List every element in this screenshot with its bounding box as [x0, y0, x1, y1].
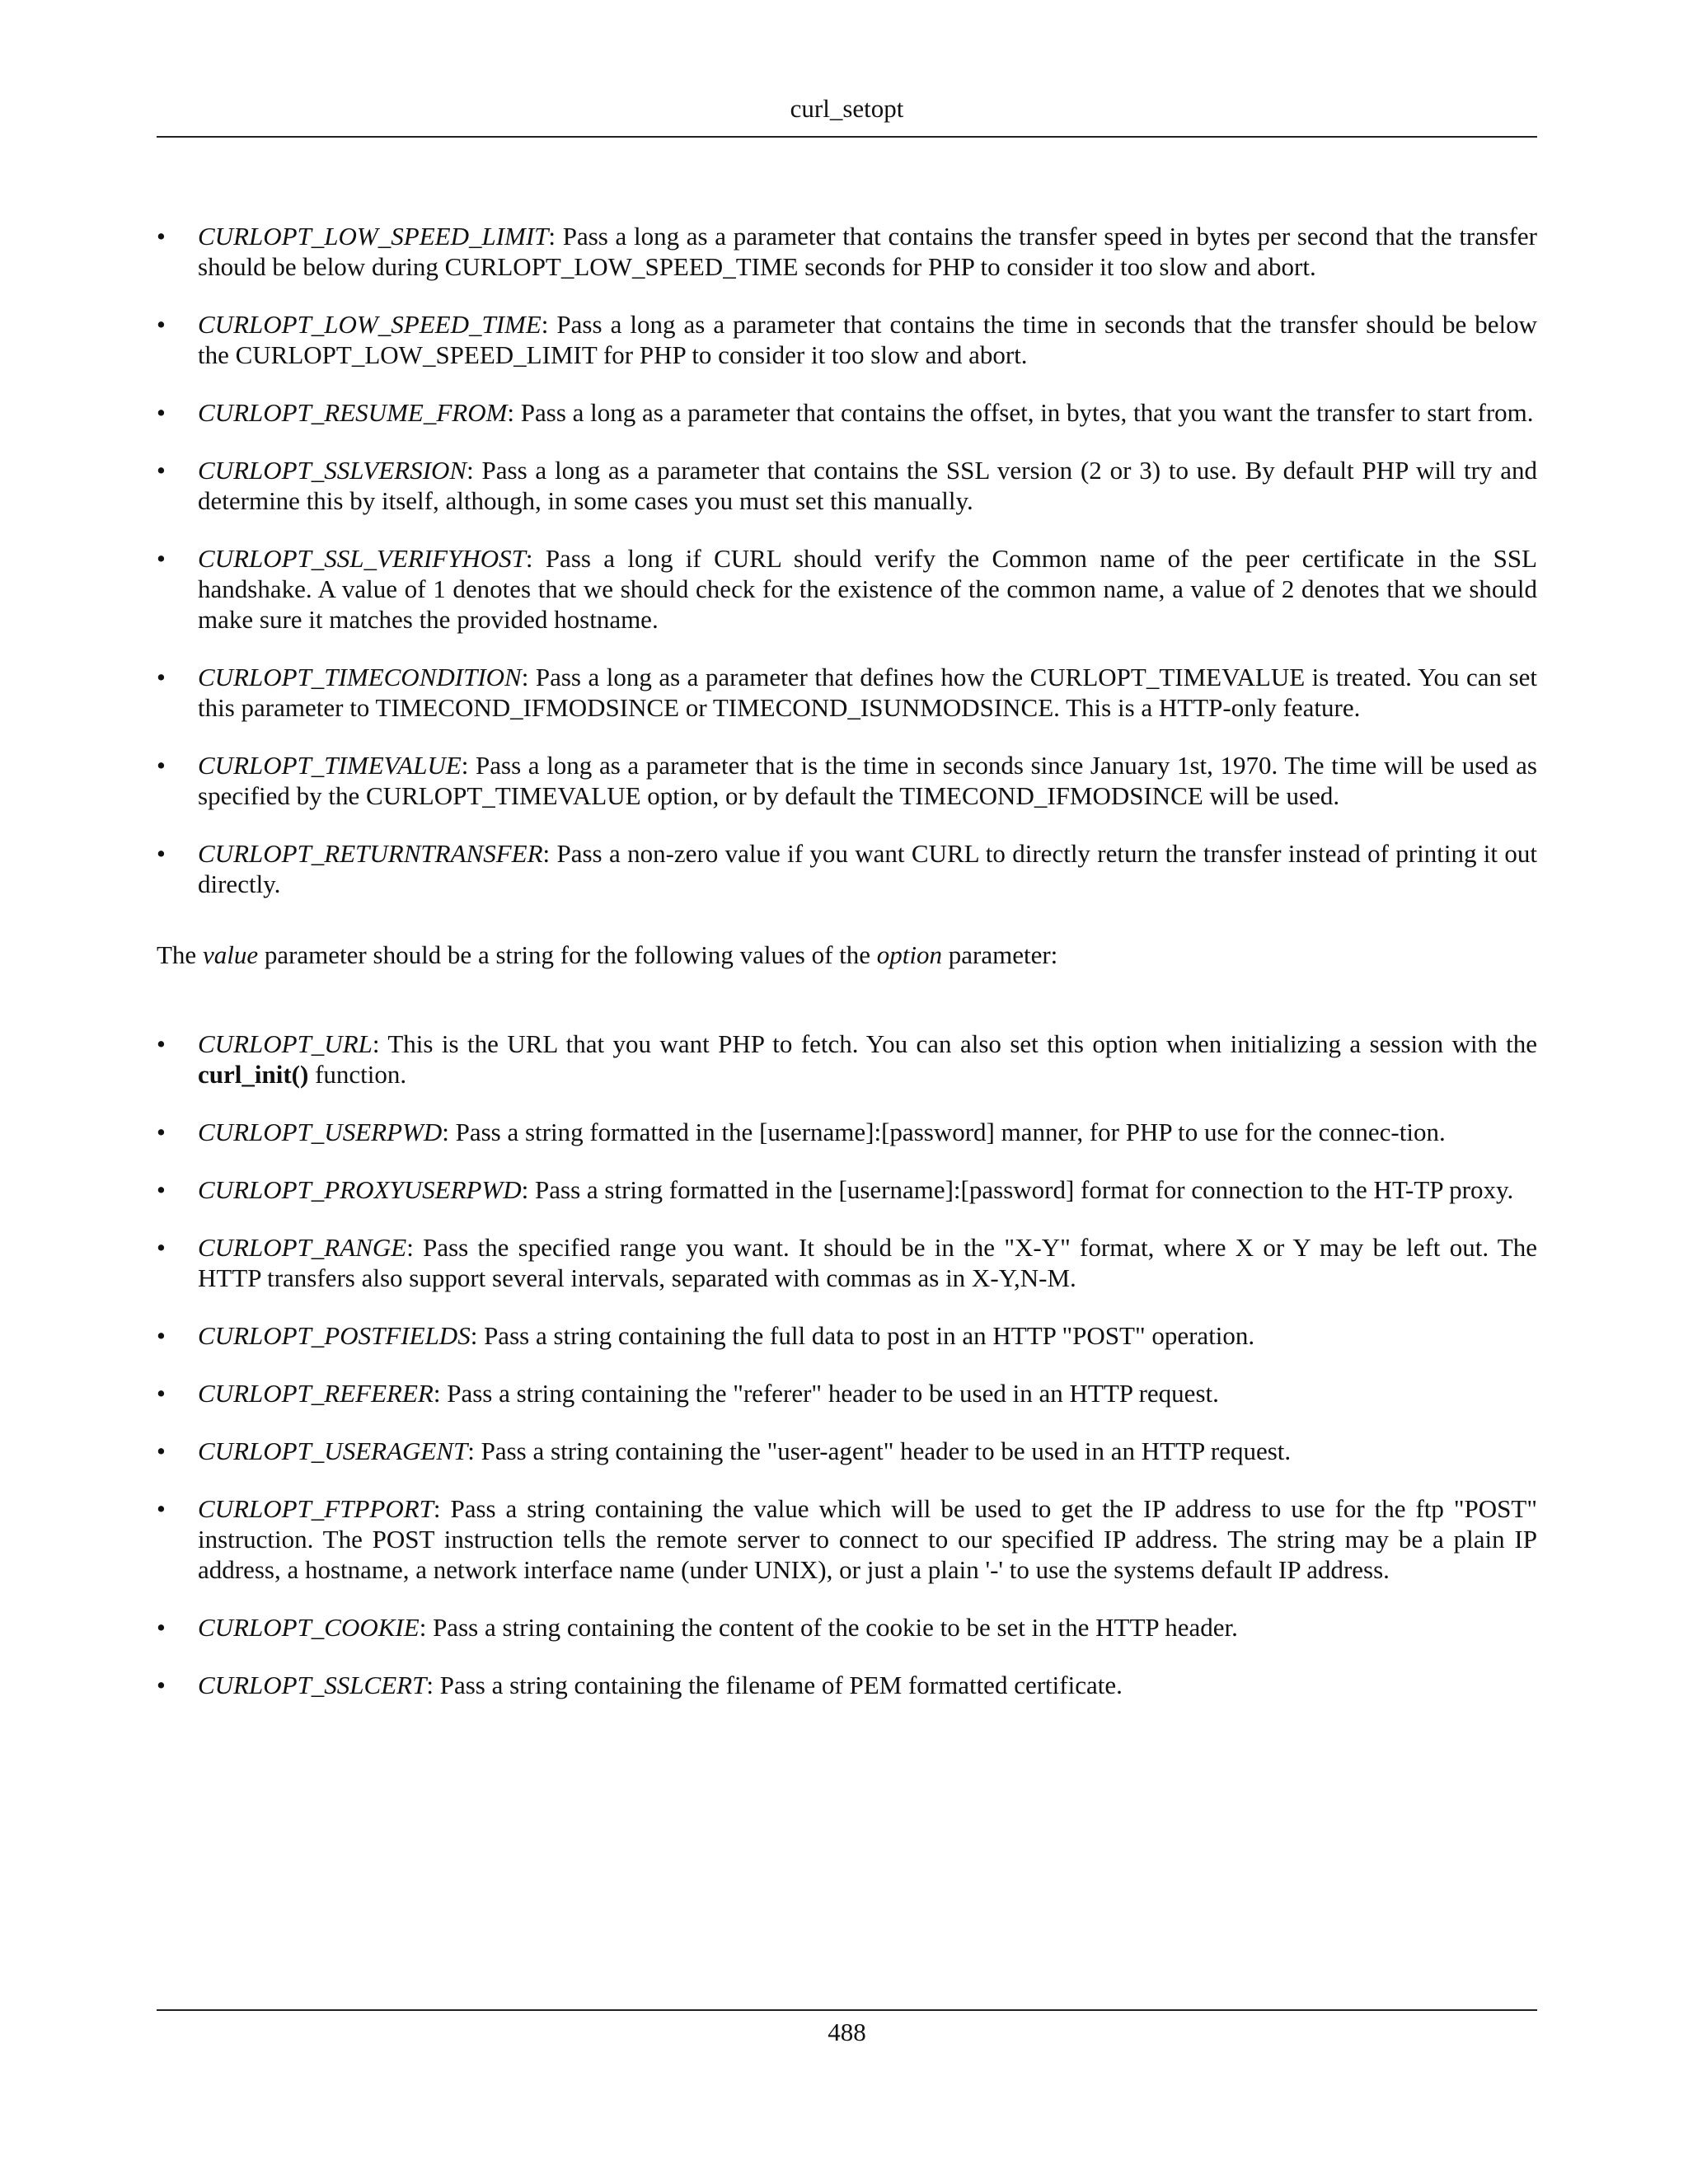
option-description: : Pass a string formatted in the [username]:[password] format for connection to the HT-TP proxy. [521, 1175, 1514, 1204]
option-name: CURLOPT_USERAGENT [198, 1436, 468, 1465]
list-item [157, 397, 1537, 428]
list-item [157, 1174, 1537, 1205]
option-description: : Pass the specified range you want. It should be in the "X-Y" format, where X or Y may be left out. The HTTP transfers also support several intervals, separated with commas as in X-Y,N-M. [198, 1233, 1537, 1292]
bullet: • [157, 398, 166, 427]
option-description: : Pass a long as a parameter that contains the time in seconds that the transfer should be below the CURLOPT_LOW_SPEED_LIMIT for PHP to consider it too slow and abort. [198, 310, 1537, 369]
list-item [157, 221, 1537, 282]
option-description: : Pass a long as a parameter that contains the SSL version (2 or 3) to use. By default PHP will try and determine this by itself, although, in some cases you must set this manually. [198, 456, 1537, 515]
bullet: • [157, 1379, 166, 1408]
bullet: • [157, 1494, 166, 1523]
long-option-list [157, 221, 1537, 899]
list-item [157, 1232, 1537, 1293]
option-name: CURLOPT_LOW_SPEED_LIMIT [198, 222, 549, 251]
option-description: : Pass a string containing the content of the cookie to be set in the HTTP header. [419, 1613, 1238, 1642]
option-name: CURLOPT_TIMEVALUE [198, 751, 462, 780]
list-item [157, 662, 1537, 723]
option-name: CURLOPT_LOW_SPEED_TIME [198, 310, 542, 339]
option-name: CURLOPT_RANGE [198, 1233, 407, 1262]
list-item [157, 455, 1537, 516]
paragraph-text: parameter should be a string for the following values of the [258, 940, 877, 969]
bullet: • [157, 663, 166, 691]
paragraph-text: parameter: [942, 940, 1058, 969]
option-description: : Pass a string formatted in the [username]:[password] manner, for PHP to use for the connec-tion. [442, 1118, 1446, 1146]
option-name: CURLOPT_REFERER [198, 1379, 434, 1408]
bullet: • [157, 222, 166, 251]
bullet: • [157, 1029, 166, 1058]
option-description: : Pass a long if CURL should verify the Common name of the peer certificate in the SSL handshake. A value of 1 denotes that we should check for the existence of the common name, a value of 2 denotes that we should make sure it matches the provided hostname. [198, 544, 1537, 634]
option-description: : Pass a non-zero value if you want CURL to directly return the transfer instead of printing it out directly. [198, 839, 1537, 898]
bullet: • [157, 1118, 166, 1146]
list-item [157, 543, 1537, 635]
option-name: CURLOPT_FTPPORT [198, 1494, 434, 1523]
option-name: CURLOPT_URL [198, 1029, 373, 1058]
bullet: • [157, 310, 166, 339]
paragraph-text: The [157, 940, 203, 969]
option-name: CURLOPT_POSTFIELDS [198, 1321, 471, 1350]
option-description: : Pass a string containing the filename of PEM formatted certificate. [426, 1671, 1123, 1699]
option-name: CURLOPT_TIMECONDITION [198, 663, 522, 691]
option-name: CURLOPT_RESUME_FROM [198, 398, 508, 427]
list-item [157, 1612, 1537, 1643]
list-item [157, 1117, 1537, 1147]
option-name: CURLOPT_USERPWD [198, 1118, 443, 1146]
option-name: CURLOPT_COOKIE [198, 1613, 420, 1642]
bullet: • [157, 1321, 166, 1350]
string-option-list [157, 1029, 1537, 1700]
option-description: : Pass a long as a parameter that is the time in seconds since January 1st, 1970. The time will be used as specified by the CURLOPT_TIMEVALUE option, or by default the TIMECOND_IFMODSINCE will be used. [198, 751, 1537, 810]
option-description: function. [308, 1060, 407, 1089]
bullet: • [157, 1613, 166, 1642]
option-description: : Pass a string containing the value which will be used to get the IP address to use for the ftp "POST" instruction. The POST instruction tells the remote server to connect to our specified IP address. The string may be a plain IP address, a hostname, a network interface name (under UNIX), or just a plain '-' to use the systems default IP address. [198, 1494, 1537, 1584]
document-body [157, 221, 1537, 1727]
value-parameter-paragraph [157, 940, 1537, 970]
option-description: : Pass a long as a parameter that contains the transfer speed in bytes per second that the transfer should be below during CURLOPT_LOW_SPEED_TIME seconds for PHP to consider it too slow and abort. [198, 222, 1537, 281]
option-description: : Pass a long as a parameter that contains the offset, in bytes, that you want the transfer to start from. [507, 398, 1534, 427]
page-header-title: curl_setopt [790, 94, 904, 123]
page-number: 488 [828, 2018, 866, 2046]
option-name: CURLOPT_SSLVERSION [198, 456, 467, 485]
list-item [157, 1436, 1537, 1466]
option-name: CURLOPT_PROXYUSERPWD [198, 1175, 522, 1204]
function-name: curl_init() [198, 1060, 309, 1089]
list-item [157, 1670, 1537, 1700]
emphasis-option: option [876, 940, 943, 969]
bullet: • [157, 839, 166, 868]
list-item [157, 1378, 1537, 1408]
option-name: CURLOPT_RETURNTRANSFER [198, 839, 543, 868]
emphasis-value: value [202, 940, 259, 969]
option-description: : Pass a long as a parameter that defines how the CURLOPT_TIMEVALUE is treated. You can set this parameter to TIMECOND_IFMODSINCE or TIMECOND_ISUNMODSINCE. This is a HTTP-only feature. [198, 663, 1537, 722]
bullet: • [157, 1175, 166, 1204]
list-item [157, 838, 1537, 899]
bullet: • [157, 456, 166, 485]
option-description: : Pass a string containing the "referer" header to be used in an HTTP request. [433, 1379, 1219, 1408]
list-item [157, 1493, 1537, 1585]
list-item [157, 750, 1537, 811]
option-description: : This is the URL that you want PHP to fetch. You can also set this option when initializing a session with the [372, 1029, 1537, 1058]
bullet: • [157, 544, 166, 573]
footer-rule [157, 2009, 1537, 2011]
option-name: CURLOPT_SSLCERT [198, 1671, 427, 1699]
option-description: : Pass a string containing the "user-agent" header to be used in an HTTP request. [467, 1436, 1292, 1465]
option-description: : Pass a string containing the full data to post in an HTTP "POST" operation. [470, 1321, 1255, 1350]
header-rule [157, 136, 1537, 138]
bullet: • [157, 751, 166, 780]
bullet: • [157, 1233, 166, 1262]
bullet: • [157, 1436, 166, 1465]
list-item [157, 1320, 1537, 1351]
list-item [157, 1029, 1537, 1090]
list-item [157, 309, 1537, 370]
option-name: CURLOPT_SSL_VERIFYHOST [198, 544, 526, 573]
bullet: • [157, 1671, 166, 1699]
